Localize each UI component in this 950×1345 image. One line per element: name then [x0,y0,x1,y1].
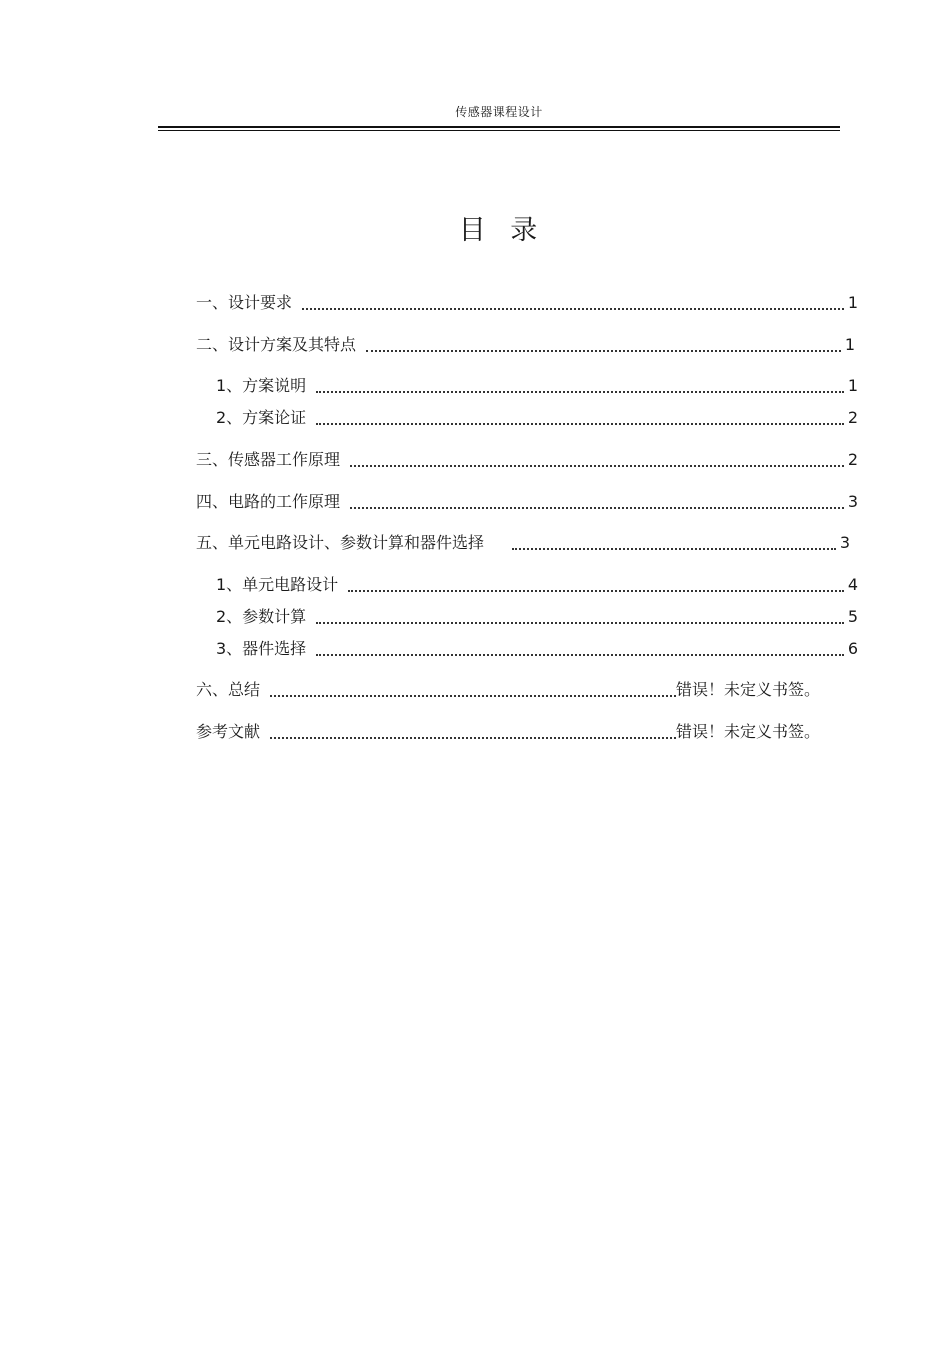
toc-dot-leader [302,290,844,310]
toc-entry-label: 2、参数计算 [216,607,307,626]
toc-dot-leader [270,677,676,697]
toc-entry-page: 2 [847,450,858,469]
toc-dot-leader [316,636,844,656]
toc-dot-leader [270,719,676,739]
running-header: 传感器课程设计 [455,105,543,119]
toc-entry-page: 4 [847,575,858,594]
toc-entry[interactable] [196,531,850,555]
toc-entry[interactable] [216,605,858,629]
toc-entry-label: 六、总结 [196,680,261,699]
toc-entry-label: 1、方案说明 [216,376,307,395]
toc-entry-label: 三、传感器工作原理 [196,450,341,469]
toc-entry-label: 参考文献 [196,722,261,741]
toc-entry-label: 2、方案论证 [216,408,307,427]
toc-entry-page: 1 [844,335,855,354]
toc-entry-page: 6 [847,639,858,658]
toc-dot-leader [316,405,844,425]
toc-entry[interactable] [216,637,858,661]
toc-title: 目 录 [458,215,540,246]
toc-entry[interactable] [196,333,855,357]
toc-entry-page: 5 [847,607,858,626]
toc-entry[interactable] [216,374,858,398]
toc-entry[interactable] [196,448,858,472]
toc-entry[interactable] [196,678,820,702]
toc-entry-page: 1 [847,293,858,312]
toc-entry[interactable] [216,573,858,597]
toc-entry-page: 错误！未定义书签。 [675,680,820,699]
toc-dot-leader [512,530,836,550]
toc-entry-page: 2 [847,408,858,427]
toc-entry-page: 错误！未定义书签。 [675,722,820,741]
toc-entry[interactable] [196,490,858,514]
toc-entry-label: 一、设计要求 [196,293,293,312]
toc-dot-leader [316,373,844,393]
toc-entry-label: 四、电路的工作原理 [196,492,341,511]
toc-entry-label: 二、设计方案及其特点 [196,335,357,354]
toc-entry-label: 五、单元电路设计、参数计算和器件选择 [196,533,485,552]
toc-entry[interactable] [196,291,858,315]
toc-entry-label: 3、器件选择 [216,639,307,658]
toc-entry-label: 1、单元电路设计 [216,575,339,594]
toc-entry[interactable] [216,406,858,430]
toc-entry-page: 3 [847,492,858,511]
toc-dot-leader [350,447,844,467]
toc-entry-page: 1 [847,376,858,395]
toc-entry[interactable] [196,720,820,744]
toc-entry-page: 3 [839,533,850,552]
toc-dot-leader [366,332,841,352]
toc-dot-leader [316,604,844,624]
toc-dot-leader [348,572,844,592]
toc-dot-leader [350,489,844,509]
